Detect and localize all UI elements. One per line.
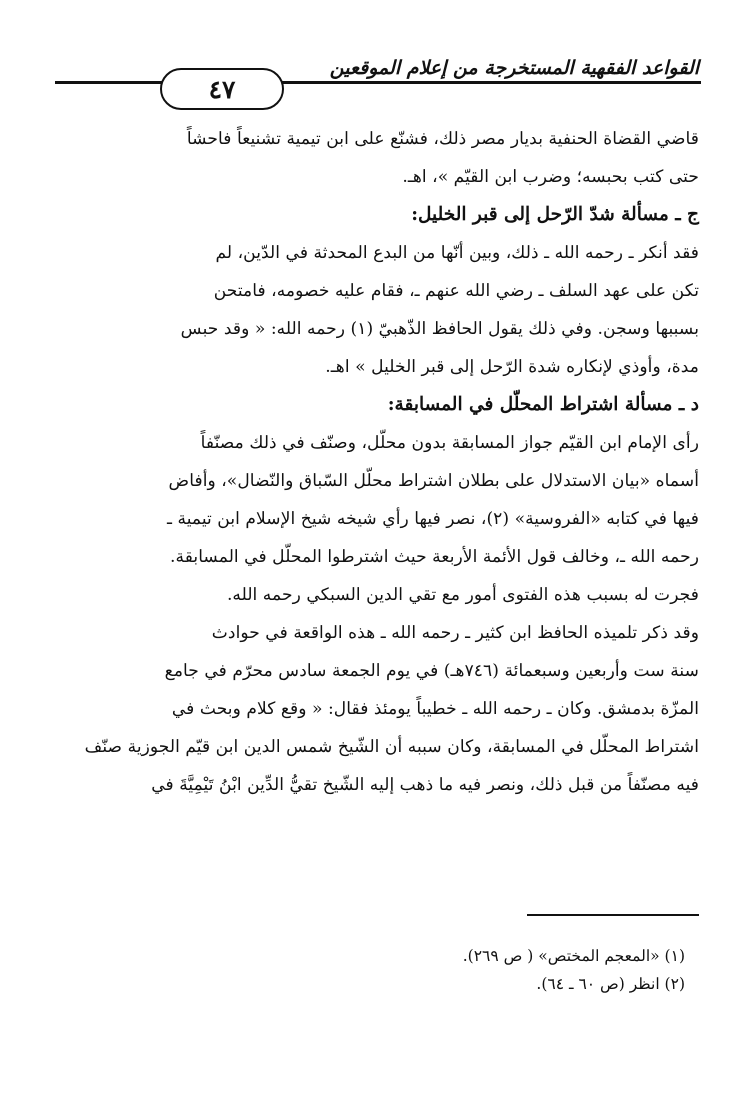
body-line: رأى الإمام ابن القيّم جواز المسابقة بدون محلّل، وصنّف في ذلك مصنّفاً — [200, 433, 699, 453]
body-line: سنة ست وأربعين وسبعمائة (٧٤٦هـ) في يوم الجمعة سادس محرّم في جامع — [164, 661, 699, 681]
body-line: مدة، وأوذي لإنكاره شدة الرّحل إلى قبر الخليل » اهـ. — [325, 357, 699, 377]
body-line: وقد ذكر تلميذه الحافظ ابن كثير ـ رحمه الله ـ هذه الواقعة في حوادث — [211, 623, 699, 643]
footnote-separator — [527, 914, 699, 916]
section-heading-d: د ـ مسألة اشتراط المحلّل في المسابقة: — [387, 394, 699, 415]
page-body — [48, 120, 699, 804]
body-line: فقد أنكر ـ رحمه الله ـ ذلك، وبين أنّها من البدع المحدثة في الدّين، لم — [215, 243, 699, 263]
footnote-2: (٢) انظر (ص ٦٠ ـ ٦٤). — [536, 975, 685, 993]
body-line: أسماه «بيان الاستدلال على بطلان اشتراط محلّل السّباق والنّضال»، وأفاض — [168, 471, 699, 491]
body-line: اشتراط المحلّل في المسابقة، وكان سببه أن الشّيخ شمس الدين ابن قيّم الجوزية صنّف — [84, 737, 699, 757]
body-line: حتى كتب بحبسه؛ وضرب ابن القيّم »، اهـ. — [402, 167, 699, 187]
body-line: تكن على عهد السلف ـ رضي الله عنهم ـ، فقام عليه خصومه، فامتحن — [213, 281, 699, 301]
header-rule — [55, 81, 701, 84]
page-number — [160, 68, 284, 110]
body-line: المزّة بدمشق. وكان ـ رحمه الله ـ خطيباً يومئذ فقال: « وقع كلام وبحث في — [171, 699, 699, 719]
footnotes — [463, 942, 685, 998]
page-number-text: ٤٧ — [208, 74, 236, 104]
body-line: فيها في كتابه «الفروسية» (٢)، نصر فيها رأي شيخه شيخ الإسلام ابن تيمية ـ — [167, 509, 699, 529]
body-line: قاضي القضاة الحنفية بديار مصر ذلك، فشنّع على ابن تيمية تشنيعاً فاحشاً — [186, 129, 699, 149]
footnote-1: (١) «المعجم المختص» ( ص ٢٦٩). — [462, 947, 685, 965]
body-line: رحمه الله ـ، وخالف قول الأئمة الأربعة حيث اشترطوا المحلّل في المسابقة. — [170, 547, 699, 567]
running-header-title: القواعد الفقهية المستخرجة من إعلام الموقعين — [329, 57, 699, 79]
body-line: بسببها وسجن. وفي ذلك يقول الحافظ الذّهبيّ (١) رحمه الله: « وقد حبس — [180, 319, 699, 339]
body-line: فيه مصنّفاً من قبل ذلك، ونصر فيه ما ذهب إليه الشّيخ تقيُّ الدِّين ابْنُ تَيْمِيَّةَ في — [151, 775, 699, 795]
body-line: فجرت له بسبب هذه الفتوى أمور مع تقي الدين السبكي رحمه الله. — [226, 585, 699, 605]
section-heading-j: ج ـ مسألة شدّ الرّحل إلى قبر الخليل: — [411, 204, 699, 225]
